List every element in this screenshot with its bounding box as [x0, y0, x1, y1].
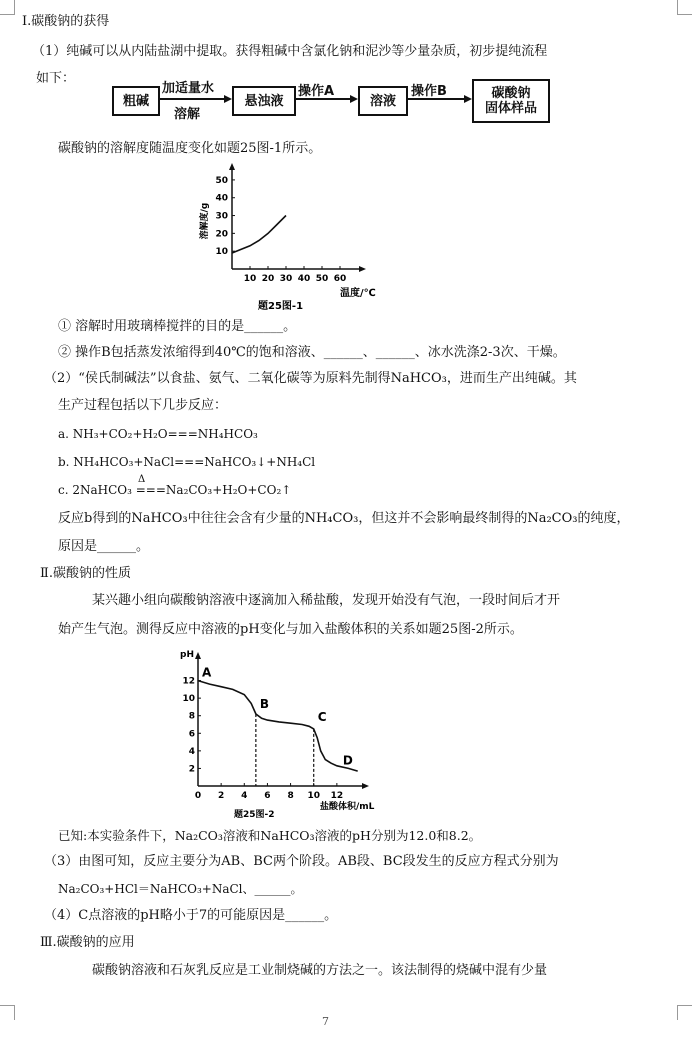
chart2-series-line [198, 681, 358, 772]
section2-title: Ⅱ.碳酸钠的性质 [40, 566, 131, 581]
chart1-ylabel: 溶解度/g [200, 202, 210, 240]
flow-box4-line2: 固体样品 [484, 101, 537, 116]
corner-mark-bottom-left [0, 1005, 15, 1020]
section2-paragraph2: 始产生气泡。测得反应中溶液的pH变化与加入盐酸体积的关系如题25图-2所示。 [58, 622, 523, 637]
chart2-y-tick-label: 12 [182, 676, 195, 687]
section3-title: Ⅲ.碳酸钠的应用 [40, 935, 135, 950]
flow-arrowhead-2 [350, 95, 358, 103]
chart1-y-tick-label: 30 [215, 211, 228, 222]
chart2-x-arrow [362, 783, 369, 789]
chart2-point-label-d: D [342, 753, 353, 768]
q3-equation: Na₂CO₃+HCl＝NaHCO₃+NaCl、______。 [58, 882, 303, 896]
section2-paragraph1: 某兴趣小组向碳酸钠溶液中逐滴加入稀盐酸，发现开始没有气泡，一段时间后才开 [92, 593, 561, 608]
chart2-x-tick-label: 6 [264, 791, 271, 801]
page-number: 7 [322, 1015, 329, 1028]
chart2-y-tick-label: 8 [188, 711, 195, 722]
q2-note1: 反应b得到的NaHCO₃中往往会含有少量的NH₄CO₃，但这并不会影响最终制得的Na₂CO₃的纯度， [58, 511, 630, 526]
q3-line1: （3）由图可知，反应主要分为AB、BC两个阶段。AB段、BC段发生的反应方程式分别为 [44, 854, 559, 869]
chart2-y-tick-label: 4 [188, 746, 195, 757]
chart1-y-tick-label: 50 [215, 175, 228, 186]
flow-box4-line1: 碳酸钠 [491, 86, 531, 101]
reaction-a: a. NH₃+CO₂+H₂O===NH₄HCO₃ [58, 427, 258, 441]
reaction-c-delta: Δ [138, 474, 146, 485]
chart2-title: 题25图-2 [234, 810, 275, 820]
q1-line2: 如下： [36, 71, 76, 86]
corner-mark-bottom-right [677, 1005, 692, 1020]
flow-box-suspension: 悬浊液 [232, 86, 296, 116]
flow-arrow3-label: 操作B [411, 84, 447, 99]
chart2-y-tick-label: 2 [188, 764, 195, 775]
chart2-y-tick-label: 10 [182, 694, 195, 705]
q2-note2: 原因是______。 [58, 539, 150, 554]
flow-arrow2-label: 操作A [298, 84, 335, 99]
chart1-x-tick-label: 20 [261, 274, 275, 284]
flow-arrow1-top-label: 加适量水 [162, 81, 215, 96]
chart1-y-tick-label: 10 [215, 247, 228, 258]
chart1-x-tick-label: 40 [297, 274, 311, 284]
q2-line1: （2）“侯氏制碱法”以食盐、氨气、二氧化碳等为原料先制得NaHCO₃，进而生产出纯碱。其 [44, 371, 577, 386]
flow-arrow1-bottom-label: 溶解 [174, 107, 201, 122]
chart2-x-tick-label: 4 [241, 791, 248, 801]
chart2-x-tick-label: 12 [330, 791, 344, 801]
chart1-title: 题25图-1 [258, 301, 304, 312]
chart1-y-tick-label: 40 [215, 193, 228, 204]
reaction-b: b. NH₄HCO₃+NaCl===NaHCO₃↓+NH₄Cl [58, 455, 316, 469]
chart2-xlabel: 盐酸体积/mL [320, 802, 375, 812]
chart1-xlabel: 温度/℃ [340, 288, 376, 299]
q2-line2: 生产过程包括以下几步反应： [58, 398, 228, 413]
flow-arrowhead-1 [224, 95, 232, 103]
q1-line1: （1）纯碱可以从内陆盐湖中提取。获得粗碱中含氯化钠和泥沙等少量杂质，初步提纯流程 [32, 44, 548, 59]
chart2-x-tick-label: 8 [287, 791, 294, 801]
flow-box-crude-soda: 粗碱 [112, 86, 160, 116]
chart1-x-tick-label: 10 [243, 274, 257, 284]
section3-paragraph1: 碳酸钠溶液和石灰乳反应是工业制烧碱的方法之一。该法制得的烧碱中混有少量 [92, 963, 548, 978]
solubility-intro: 碳酸钠的溶解度随温度变化如题25图-1所示。 [58, 141, 322, 156]
flow-arrowhead-3 [464, 95, 472, 103]
chart2-x-tick-label: 10 [307, 791, 320, 801]
chart1-y-arrow [229, 163, 235, 170]
q1-item2: ② 操作B包括蒸发浓缩得到40℃的饱和溶液、______、______、冰水洗涤2-3次、干燥。 [58, 345, 566, 360]
chart2-point-label-b: B [259, 696, 270, 711]
chart1-series-line [232, 216, 286, 254]
chart1-x-arrow [359, 266, 366, 272]
flow-box-solution: 溶液 [358, 86, 408, 116]
chart2-ylabel: pH [180, 650, 194, 660]
chart1-x-tick-label: 50 [315, 274, 329, 284]
solubility-chart [190, 163, 390, 315]
q4-line: （4）C点溶液的pH略小于7的可能原因是______。 [44, 908, 338, 923]
chart1-x-tick-label: 60 [333, 274, 347, 284]
corner-mark-top-left [0, 0, 15, 15]
ph-titration-chart [178, 643, 378, 823]
chart2-y-tick-label: 6 [188, 729, 195, 740]
chart2-x-tick-label: 0 [194, 791, 202, 801]
chart1-x-tick-label: 30 [279, 274, 293, 284]
corner-mark-top-right [677, 0, 692, 15]
chart2-x-tick-label: 2 [218, 791, 225, 801]
reaction-c: c. 2NaHCO₃ ===Na₂CO₃+H₂O+CO₂↑ [58, 483, 292, 497]
flow-box-sodium-carbonate-sample [472, 79, 550, 123]
chart2-y-arrow [195, 652, 201, 659]
chart2-point-label-c: C [317, 709, 327, 724]
section1-title: I.碳酸钠的获得 [22, 14, 110, 29]
known-condition: 已知:本实验条件下，Na₂CO₃溶液和NaHCO₃溶液的pH分别为12.0和8.2。 [58, 828, 482, 843]
chart2-point-label-a: A [202, 665, 212, 680]
q1-item1: ① 溶解时用玻璃棒搅拌的目的是______。 [58, 319, 297, 334]
chart1-y-tick-label: 20 [215, 229, 228, 240]
